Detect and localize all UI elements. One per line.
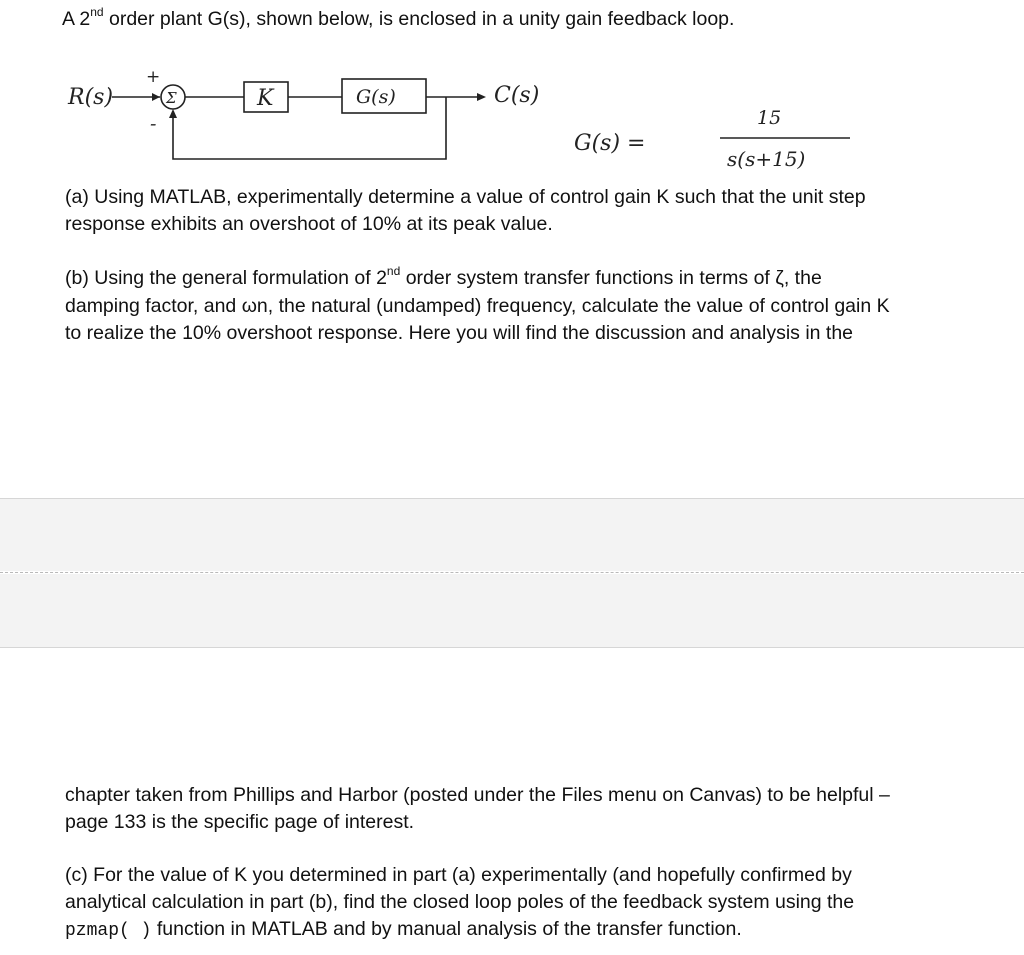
page-gap-upper <box>0 498 1024 571</box>
part-c-line-1: (c) For the value of K you determined in part (a) experimentally (and hopefully confirmed by <box>65 864 852 886</box>
tf-numerator: 15 <box>757 107 782 129</box>
part-b-line-1: (b) Using the general formulation of 2nd order system transfer functions in terms of ζ, the <box>65 264 822 289</box>
pzmap-code: pzmap( ) <box>65 921 152 941</box>
plant-label: G(s) <box>356 86 396 108</box>
part-b-line-4: chapter taken from Phillips and Harbor (posted under the Files menu on Canvas) to be helpful – <box>65 784 890 806</box>
plus-sign: + <box>146 67 161 87</box>
part-c-line-2: analytical calculation in part (b), find the closed loop poles of the feedback system using the <box>65 891 855 913</box>
sum-symbol: Σ <box>166 89 177 107</box>
gain-label: K <box>257 86 274 111</box>
part-b-line-3: to realize the 10% overshoot response. Here you will find the discussion and analysis in the <box>65 322 854 344</box>
block-diagram <box>60 62 860 174</box>
part-b-line-2: damping factor, and ωn, the natural (undamped) frequency, calculate the value of control gain K <box>65 295 890 317</box>
page-break-divider <box>0 572 1024 573</box>
part-a-line-1: (a) Using MATLAB, experimentally determine a value of control gain K such that the unit step <box>65 186 866 208</box>
part-c-line-3: pzmap( ) function in MATLAB and by manual analysis of the transfer function. <box>65 918 742 941</box>
feedback-path <box>173 97 446 159</box>
input-label: R(s) <box>68 85 114 110</box>
tf-lhs: G(s) = <box>574 131 646 156</box>
tf-denominator: s(s+15) <box>727 147 806 171</box>
minus-sign: - <box>150 113 157 135</box>
output-label: C(s) <box>494 83 540 108</box>
part-b-line-5: page 133 is the specific page of interest. <box>65 811 415 833</box>
part-a-line-2: response exhibits an overshoot of 10% at its peak value. <box>65 213 553 235</box>
page-gap-lower <box>0 574 1024 648</box>
intro-line: A 2nd order plant G(s), shown below, is enclosed in a unity gain feedback loop. <box>62 5 735 30</box>
